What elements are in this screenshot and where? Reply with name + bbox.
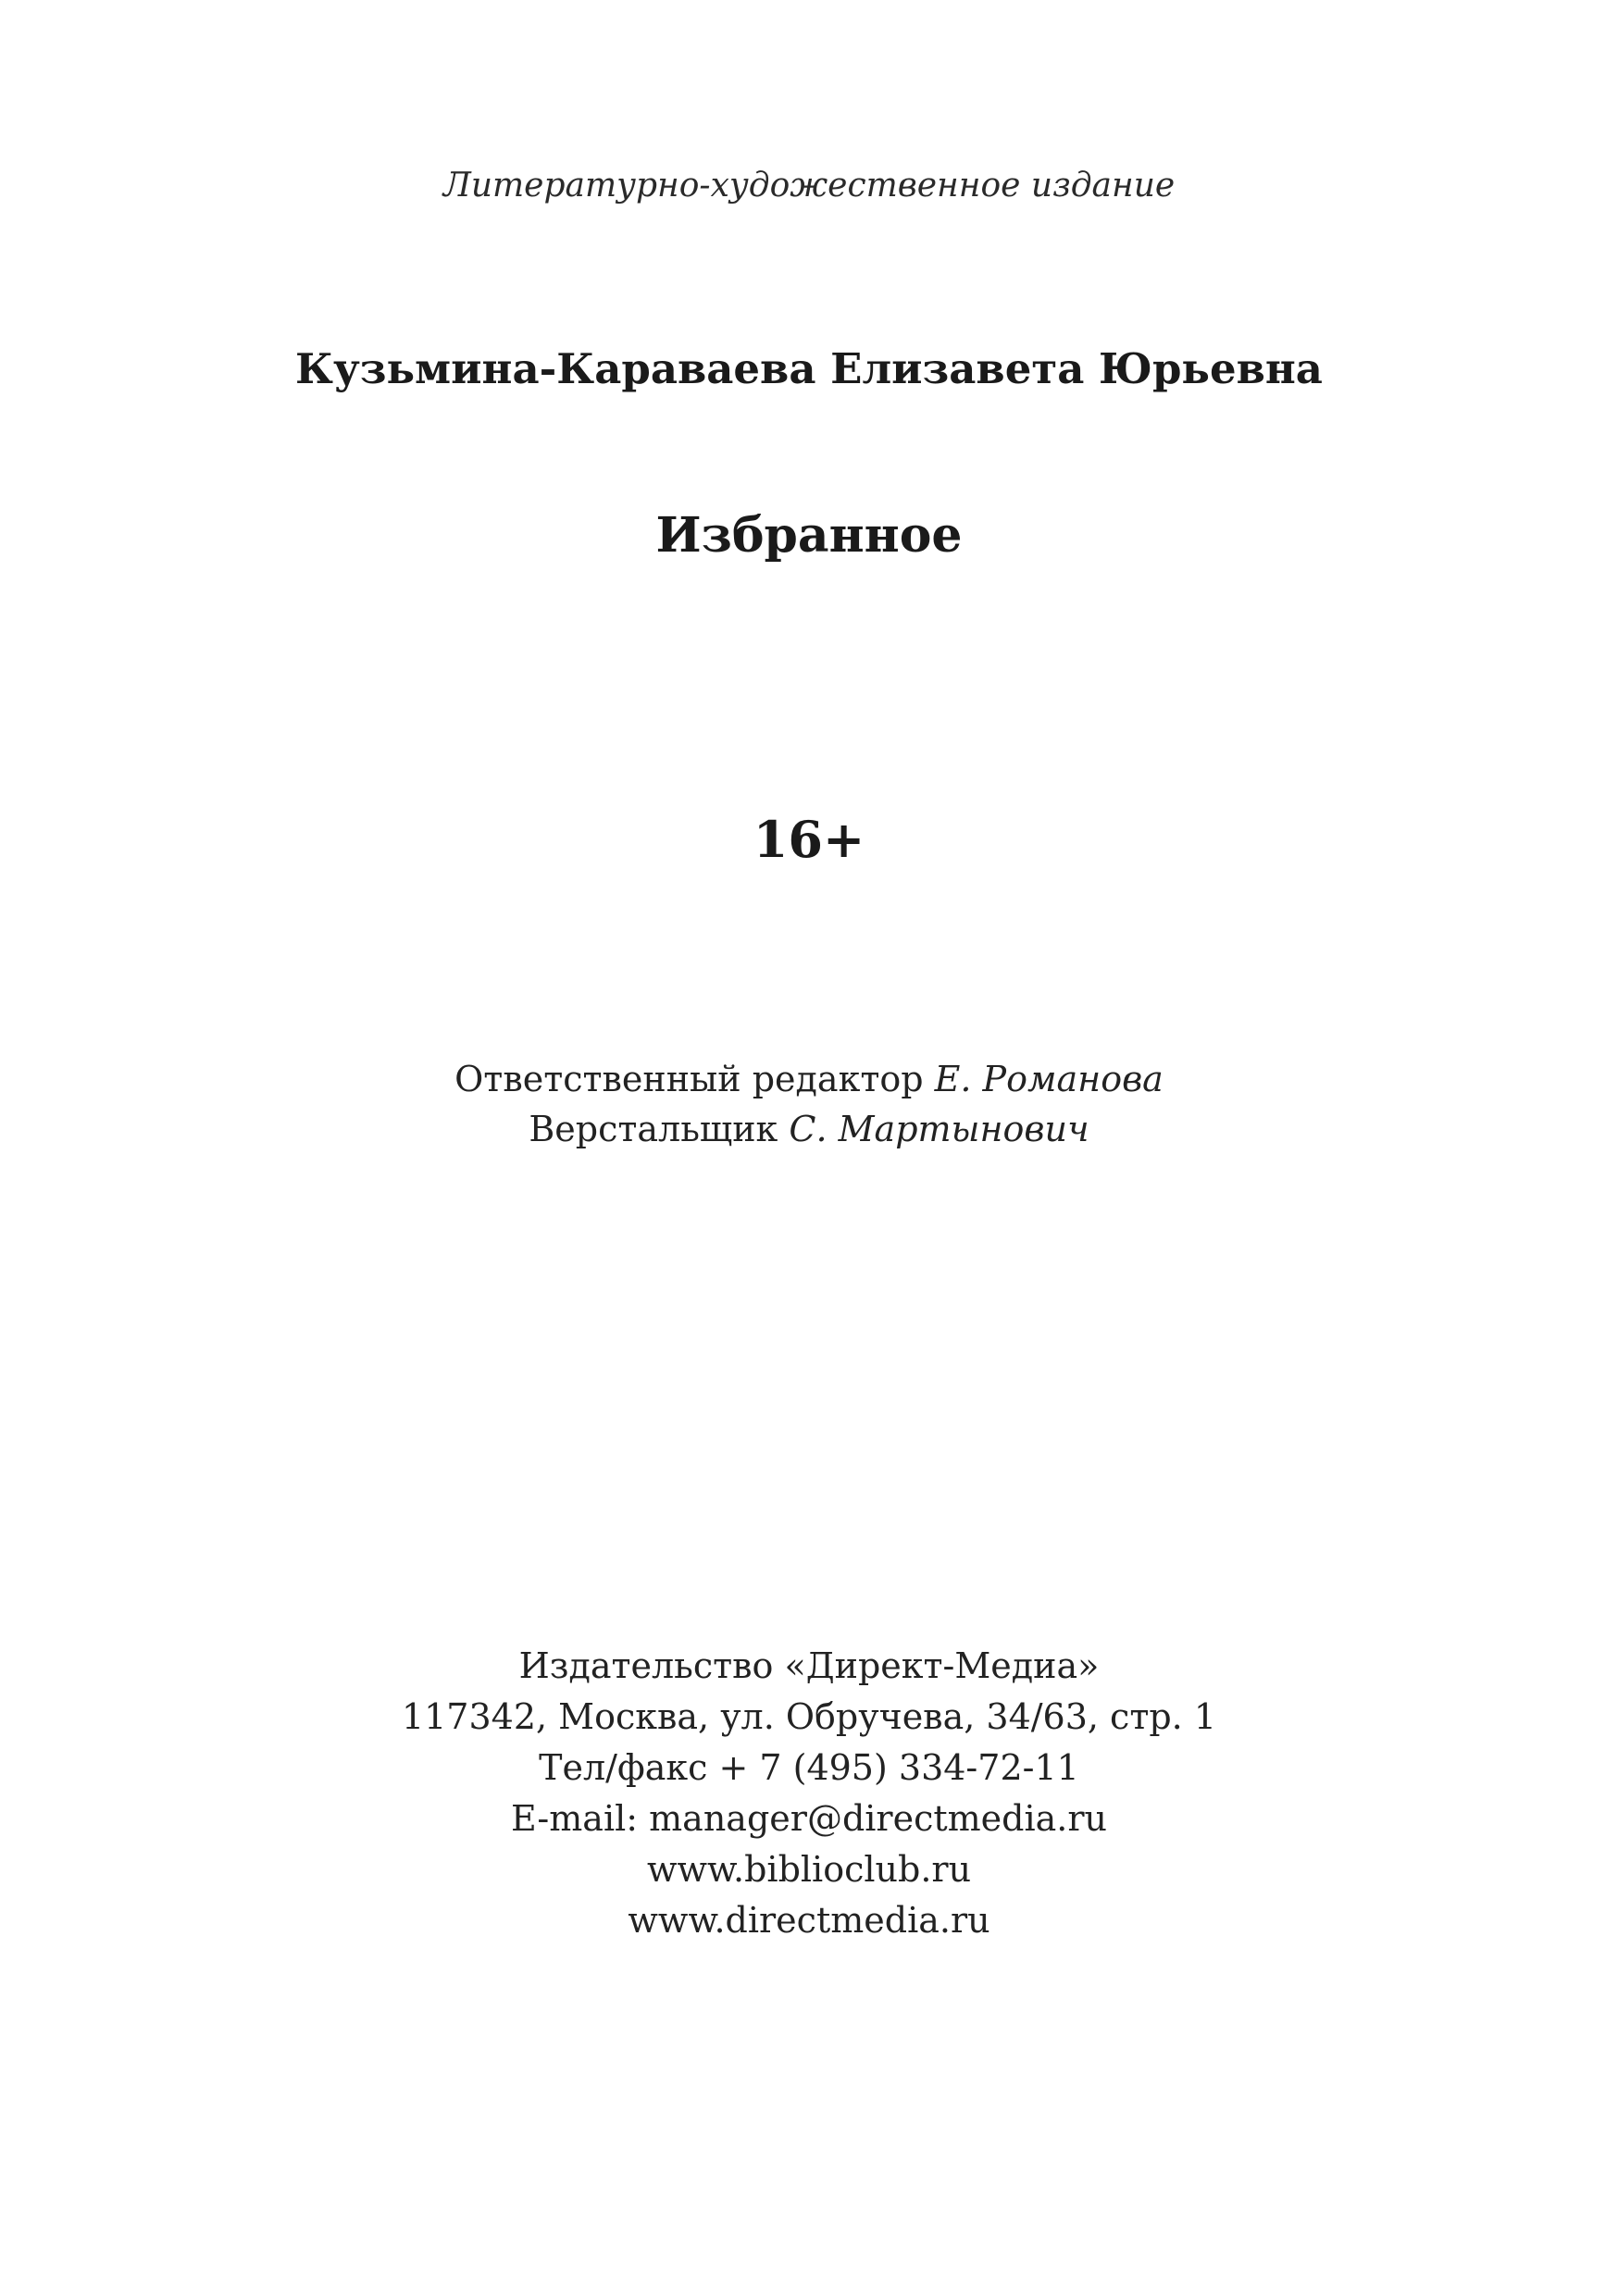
publisher-phone: Тел/факс + 7 (495) 334-72-11 — [539, 1747, 1079, 1788]
credit-layout — [0, 1109, 1618, 1149]
publisher-email: E-mail: manager@directmedia.ru — [510, 1798, 1107, 1839]
credit-person: С. Мартынович — [789, 1109, 1089, 1149]
author-name: Кузьмина-Караваева Елизавета Юрьевна — [295, 344, 1323, 393]
credit-role: Ответственный редактор — [454, 1059, 924, 1099]
age-rating: 16+ — [753, 810, 865, 869]
genre-line: Литературно-художественное издание — [442, 167, 1176, 205]
credit-editor — [0, 1059, 1618, 1099]
publisher-site-biblioclub: www.biblioclub.ru — [646, 1849, 972, 1890]
credit-role: Верстальщик — [529, 1109, 778, 1149]
publisher-address: 117342, Москва, ул. Обручева, 34/63, стр. 1 — [401, 1696, 1217, 1737]
publisher-site-directmedia: www.directmedia.ru — [628, 1900, 990, 1941]
publisher-name: Издательство «Директ-Медиа» — [518, 1645, 1100, 1686]
credit-person: Е. Романова — [934, 1059, 1164, 1099]
book-title: Избранное — [655, 507, 963, 564]
